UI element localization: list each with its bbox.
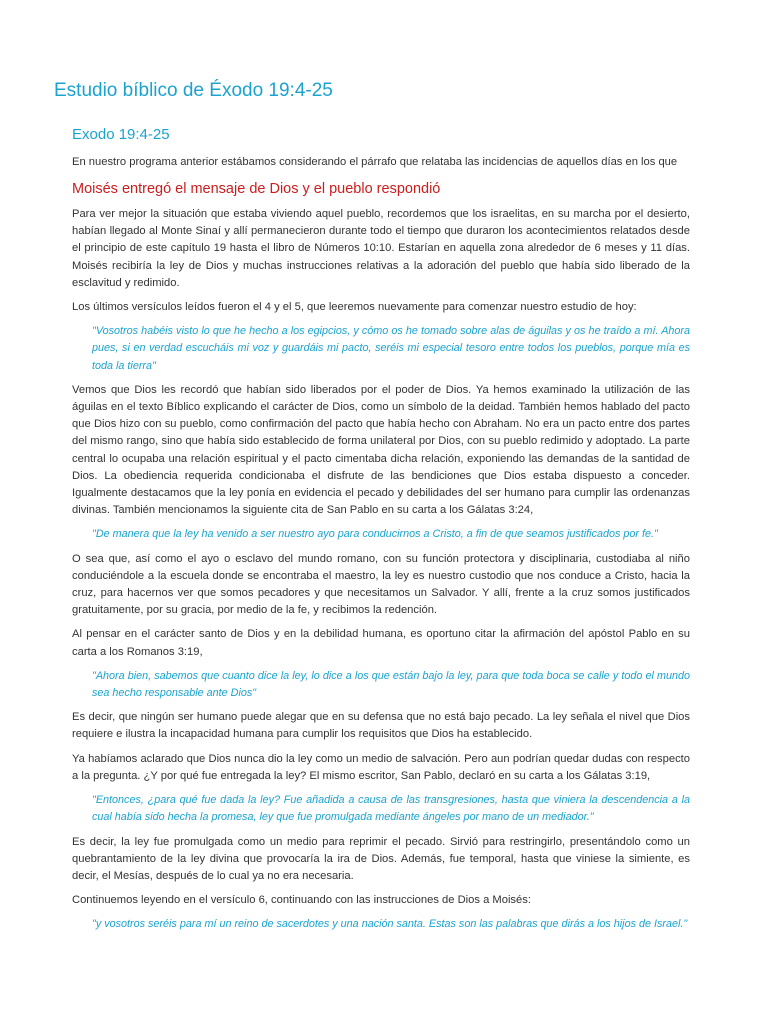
scripture-quote: "De manera que la ley ha venido a ser nuestro ayo para conducirnos a Cristo, a fin de que seamos justificados por fe." xyxy=(92,528,658,541)
body-paragraph: Continuemos leyendo en el versículo 6, continuando con las instrucciones de Dios a Moisés: xyxy=(72,894,531,907)
body-paragraph: O sea que, así como el ayo o esclavo del mundo romano, con su función protectora y disciplinaria, custodiaba al niño conduciéndole a la escuela donde se encontraba el maestro, la ley es nuestro custodio que nos conduce a Cristo, hacia la cruz, para hacernos ver que somos pecadores y que necesitamos un Salvador. Y allí, frente a la cruz somos justificados gratuitamente, por su gracia, por medio de la fe, y recibimos la redención. xyxy=(72,552,690,617)
body-paragraph: Ya habíamos aclarado que Dios nunca dio la ley como un medio de salvación. Pero aun podrían quedar dudas con respecto a la pregunta. ¿Y por qué fue entregada la ley? El mismo escritor, San Pablo, declaró en su carta a los Gálatas 3:19, xyxy=(72,752,690,782)
section-heading: Moisés entregó el mensaje de Dios y el pueblo respondió xyxy=(72,181,441,197)
scripture-quote: "Vosotros habéis visto lo que he hecho a los egipcios, y cómo os he tomado sobre alas de águilas y os he traído a mí. Ahora pues, si en verdad escucháis mi voz y guardáis mi pacto, seréis mi especial tesoro entre todos los pueblos, porque mía es toda la tierra" xyxy=(92,325,690,372)
body-paragraph: Los últimos versículos leídos fueron el 4 y el 5, que leeremos nuevamente para comenzar nuestro estudio de hoy: xyxy=(72,301,637,314)
body-paragraph: Para ver mejor la situación que estaba viviendo aquel pueblo, recordemos que los israelitas, en su marcha por el desierto, habían llegado al Monte Sinaí y allí permanecieron durante todo el tiempo que duraron los acontecimientos relatados desde el principio de este capítulo 19 hasta el libro de Números 10:10. Estarían en aquella zona alrededor de 6 meses y 11 días. Moisés recibiría la ley de Dios y muchas instrucciones relativas a la adoración del pueblo que había sido liberado de la esclavitud y redimido. xyxy=(72,208,690,289)
passage-reference: Exodo 19:4-25 xyxy=(72,126,170,143)
page-title: Estudio bíblico de Éxodo 19:4-25 xyxy=(54,80,333,101)
scripture-quote: "y vosotros seréis para mí un reino de sacerdotes y una nación santa. Estas son las palabras que dirás a los hijos de Israel." xyxy=(92,918,688,931)
body-paragraph: Es decir, la ley fue promulgada como un medio para reprimir el pecado. Sirvió para restringirlo, presentándolo como un quebrantamiento de la ley divina que provocaría la ira de Dios. Además, fue temporal, hasta que viniese la simiente, es decir, el Mesías, después de lo cual ya no era necesaria. xyxy=(72,835,690,882)
intro-paragraph: En nuestro programa anterior estábamos considerando el párrafo que relataba las incidencias de aquellos días en los que xyxy=(72,156,678,168)
body-paragraph: Al pensar en el carácter santo de Dios y en la debilidad humana, es oportuno citar la afirmación del apóstol Pablo en su carta a los Romanos 3:19, xyxy=(72,628,690,658)
body-paragraph: Es decir, que ningún ser humano puede alegar que en su defensa que no está bajo pecado. La ley señala el nivel que Dios requiere e ilustra la incapacidad humana para cumplir los requisitos que Dios ha establecido. xyxy=(72,711,690,741)
scripture-quote: "Entonces, ¿para qué fue dada la ley? Fue añadida a causa de las transgresiones, hasta que viniera la descendencia a la cual había sido hecha la promesa, ley que fue promulgada mediante ángeles por mano de un mediador." xyxy=(92,794,690,824)
scripture-quote: "Ahora bien, sabemos que cuanto dice la ley, lo dice a los que están bajo la ley, para que toda boca se calle y todo el mundo sea hecho responsable ante Dios" xyxy=(92,669,690,700)
body-paragraph: Vemos que Dios les recordó que habían sido liberados por el poder de Dios. Ya hemos examinado la utilización de las águilas en el texto Bíblico explicando el carácter de Dios, como un símbolo de la deidad. También hemos hablado del pacto que Dios hizo con su pueblo, como confirmación del pacto que había hecho con Abraham. No era un pacto entre dos partes del mismo rango, sino que había sido establecido de forma unilateral por Dios, con su pueblo redimido y adoptado. La parte central lo ocupaba una relación espiritual y el pacto cimentaba dicha relación, exponiendo las demandas de la santidad de Dios. La obediencia requerida condicionaba el disfrute de las bendiciones que Dios estaba dispuesto a conceder. Igualmente destacamos que la ley ponía en evidencia el pecado y debilidades del ser humano para cumplir las ordenanzas divinas. También mencionamos la siguiente cita de San Pablo en su carta a los Gálatas 3:24, xyxy=(72,383,690,517)
article-body xyxy=(72,125,690,941)
